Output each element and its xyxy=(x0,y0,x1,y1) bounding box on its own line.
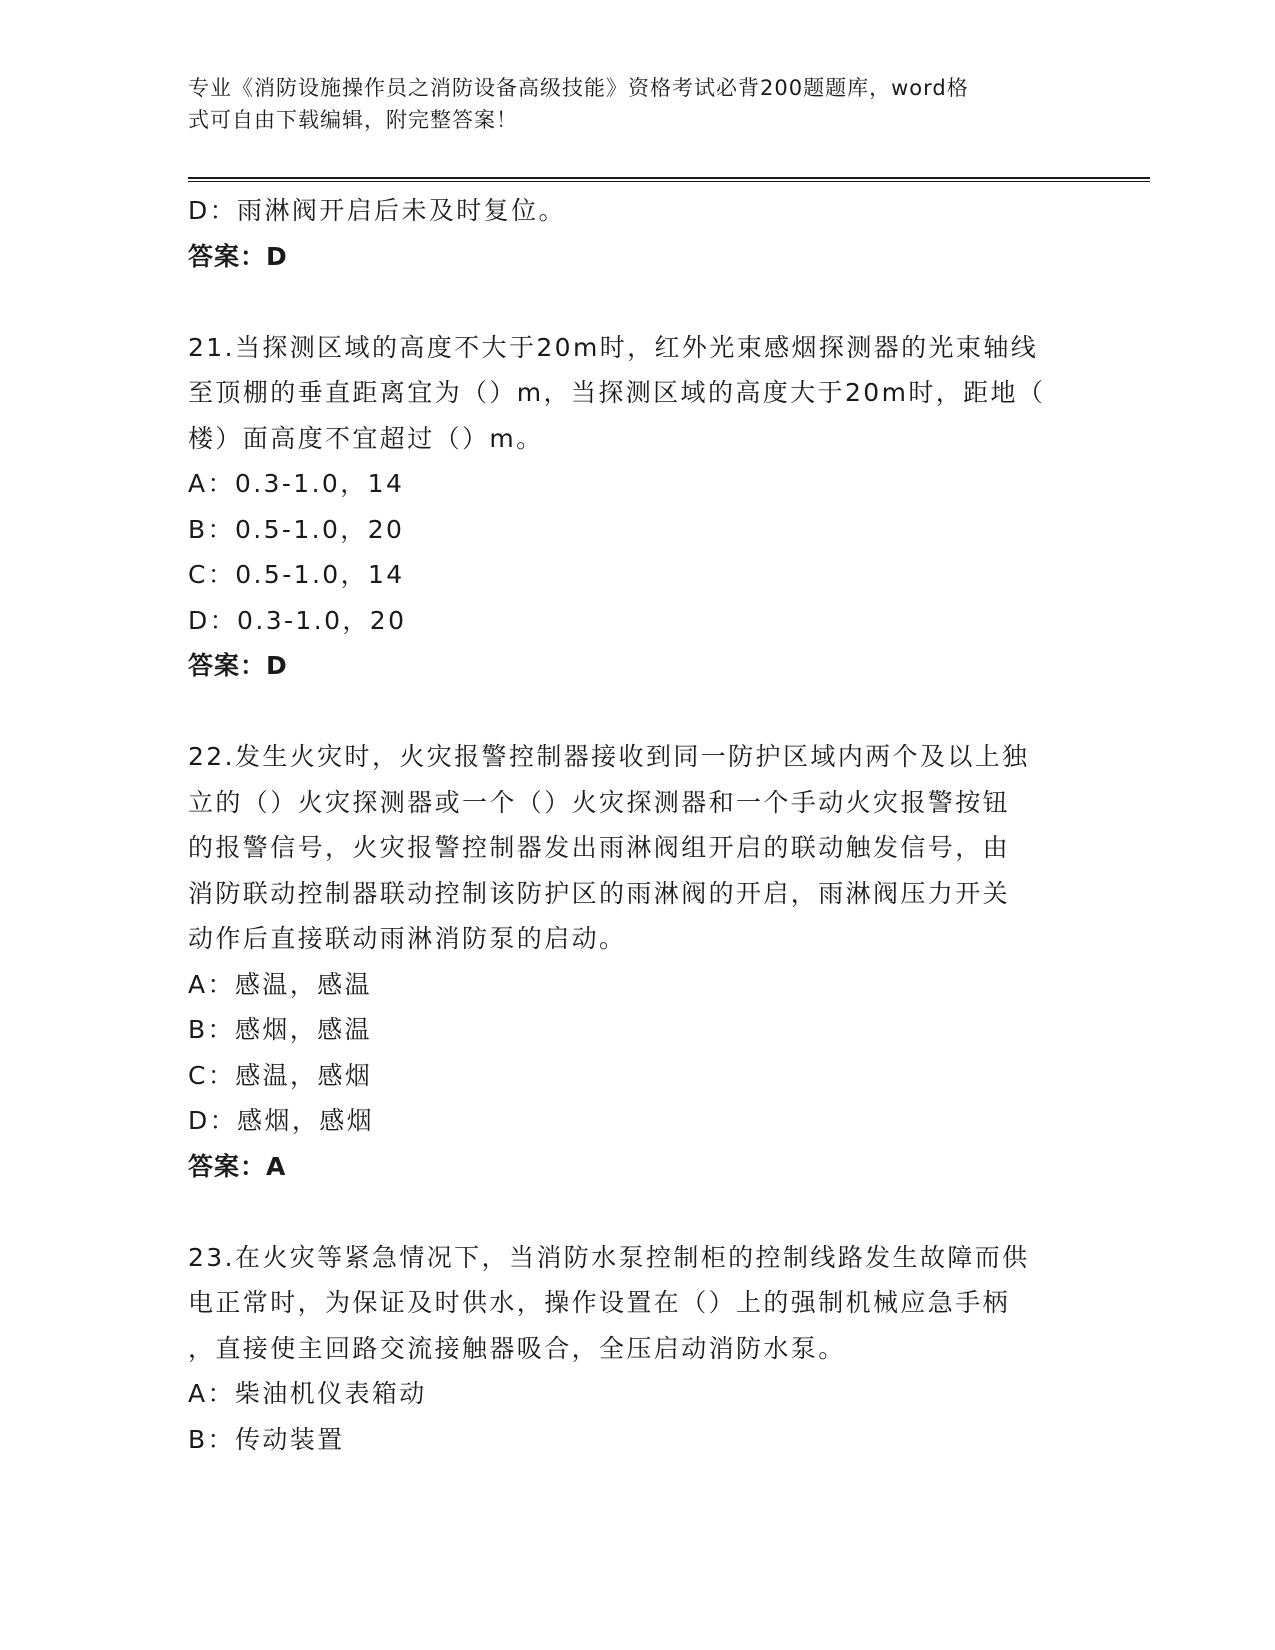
document-header xyxy=(188,72,1068,136)
option-a: A：感温，感温 xyxy=(188,969,372,999)
answer-line: 答案：D xyxy=(188,241,288,271)
question-23 xyxy=(188,1235,1088,1463)
spacer xyxy=(188,689,1088,735)
option-b: B：0.5-1.0，20 xyxy=(188,514,405,544)
document-body xyxy=(188,188,1088,1462)
question-text-line: ，直接使主回路交流接触器吸合，全压启动消防水泵。 xyxy=(188,1333,846,1363)
option-d: D：感烟，感烟 xyxy=(188,1106,375,1135)
answer-line: 答案：A xyxy=(188,1151,287,1181)
spacer xyxy=(188,279,1088,325)
header-divider-thick xyxy=(188,177,1150,179)
option-a: A：柴油机仪表箱动 xyxy=(188,1379,427,1408)
option-a: A：0.3-1.0，14 xyxy=(188,469,405,498)
option-b: B：传动装置 xyxy=(188,1424,345,1454)
question-text-line: 消防联动控制器联动控制该防护区的雨淋阀的开启，雨淋阀压力开关 xyxy=(188,878,1011,908)
question-text-line: 22.发生火灾时，火灾报警控制器接收到同一防护区域内两个及以上独 xyxy=(188,742,1030,771)
question-text-line: 至顶棚的垂直距离宜为（）m，当探测区域的高度大于20m时，距地（ xyxy=(188,378,1046,407)
question-text-line: 21.当探测区域的高度不大于20m时，红外光束感烟探测器的光束轴线 xyxy=(188,332,1039,362)
spacer xyxy=(188,1189,1088,1235)
question-22 xyxy=(188,734,1088,1189)
question-21 xyxy=(188,325,1088,689)
question-text-line: 动作后直接联动雨淋消防泵的启动。 xyxy=(188,924,627,953)
option-c: C：0.5-1.0，14 xyxy=(188,560,405,589)
option-c: C：感温，感烟 xyxy=(188,1060,373,1090)
header-line-1: 专业《消防设施操作员之消防设备高级技能》资格考试必背200题题库，word格 xyxy=(188,76,969,100)
previous-question-tail xyxy=(188,188,1088,279)
question-text-line: 23.在火灾等紧急情况下，当消防水泵控制柜的控制线路发生故障而供 xyxy=(188,1242,1030,1272)
option-d: D：雨淋阀开启后未及时复位。 xyxy=(188,196,566,225)
header-divider-thin xyxy=(188,181,1150,182)
answer-line: 答案：D xyxy=(188,651,288,680)
option-d: D：0.3-1.0，20 xyxy=(188,605,407,635)
question-text-line: 楼）面高度不宜超过（）m。 xyxy=(188,423,544,453)
question-text-line: 立的（）火灾探测器或一个（）火灾探测器和一个手动火灾报警按钮 xyxy=(188,787,1011,817)
option-b: B：感烟，感温 xyxy=(188,1015,372,1044)
question-text-line: 电正常时，为保证及时供水，操作设置在（）上的强制机械应急手柄 xyxy=(188,1288,1011,1317)
header-line-2: 式可自由下载编辑，附完整答案！ xyxy=(188,108,518,132)
question-text-line: 的报警信号，火灾报警控制器发出雨淋阀组开启的联动触发信号，由 xyxy=(188,833,1011,862)
